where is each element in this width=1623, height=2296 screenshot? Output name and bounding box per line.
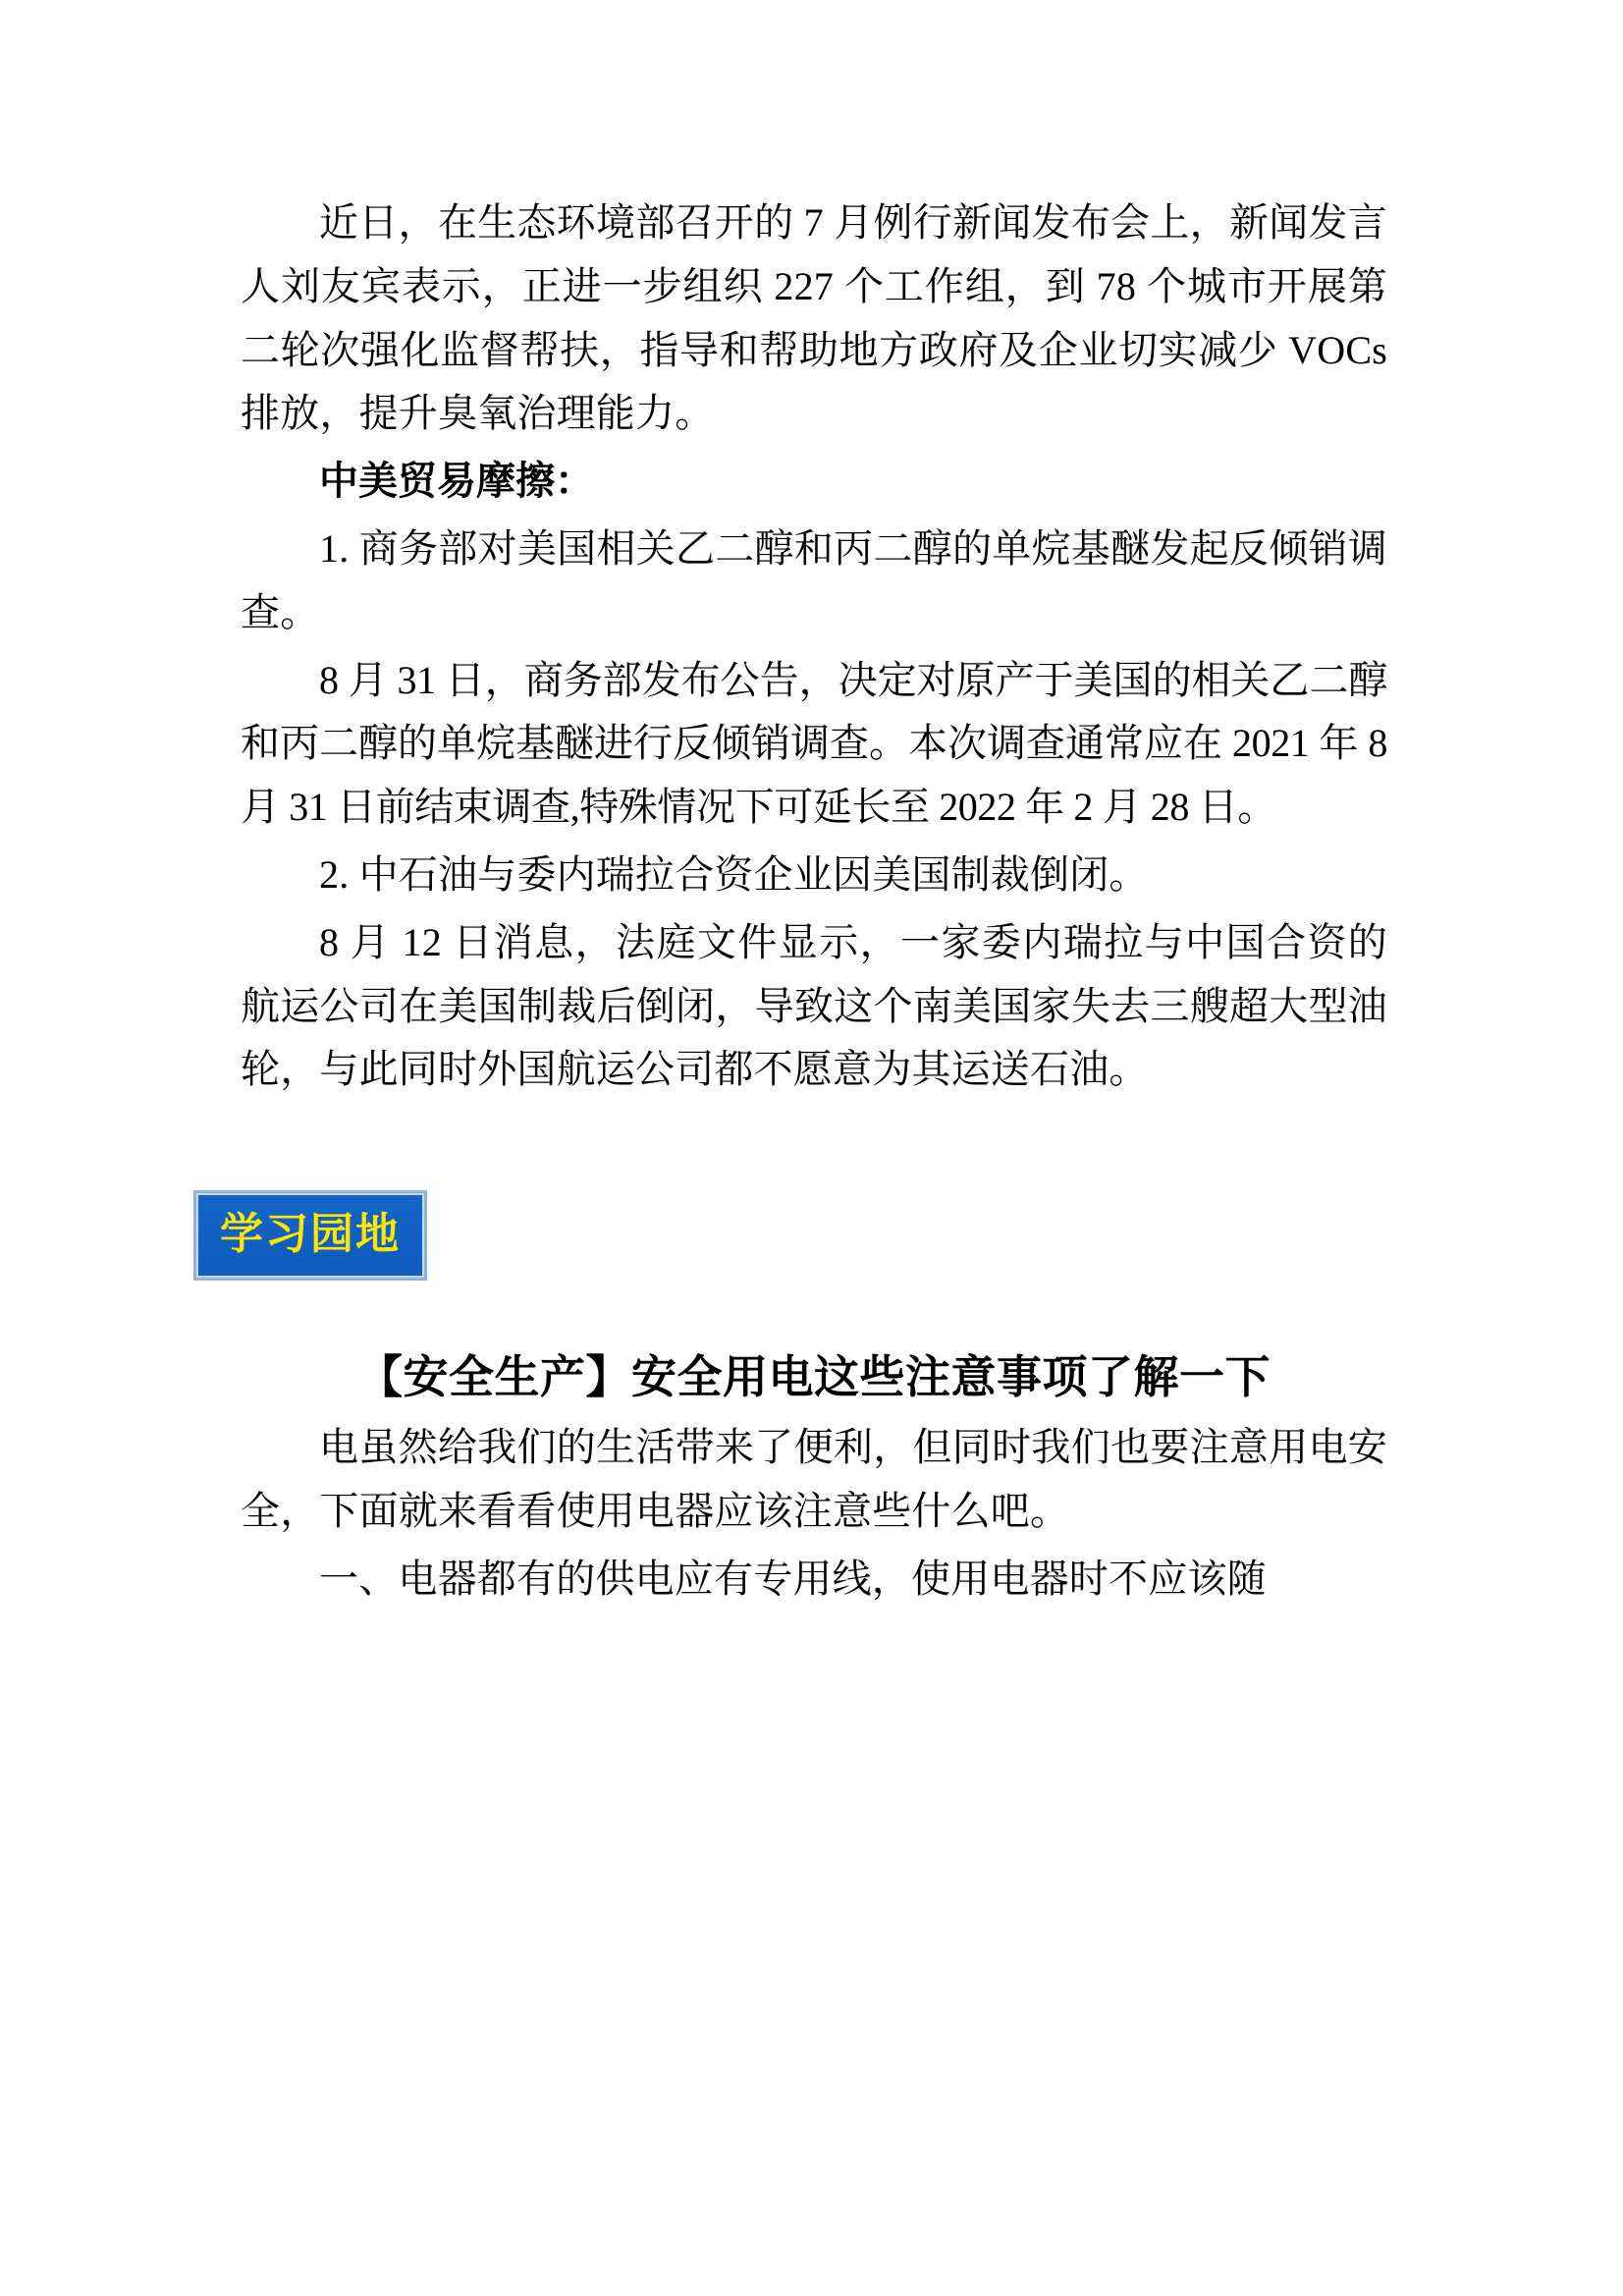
section-spacer (241, 1106, 1387, 1190)
paragraph-item-1: 1. 商务部对美国相关乙二醇和丙二醇的单烷基醚发起反倾销调查。 (241, 525, 1387, 634)
paragraph-safety-intro: 电虽然给我们的生活带来了便利，但同时我们也要注意用电安全，下面就来看看使用电器应该注意些什么吧。 (241, 1425, 1387, 1533)
study-garden-badge: 学习园地 (193, 1190, 427, 1281)
paragraph-item-1-body: 8 月 31 日，商务部发布公告，决定对原产于美国的相关乙二醇和丙二醇的单烷基醚进行反倾销调查。本次调查通常应在 2021 年 8 月 31 日前结束调查,特殊情况下可延长至 2022 年 2 月 28 日。 (241, 657, 1387, 830)
paragraph-safety-item-1: 一、电器都有的供电应有专用线，使用电器时不应该随 (319, 1556, 1267, 1601)
section-title-safety: 【安全生产】安全用电这些注意事项了解一下 (357, 1352, 1271, 1403)
paragraph-item-2: 2. 中石油与委内瑞拉合资企业因美国制裁倒闭。 (319, 851, 1149, 897)
paragraph-vocs-news: 近日，在生态环境部召开的 7 月例行新闻发布会上，新闻发言人刘友宾表示，正进一步组织 227 个工作组，到 78 个城市开展第二轮次强化监督帮扶，指导和帮助地方政府及企业切实减少 VOCs 排放，提升臭氧治理能力。 (241, 200, 1387, 436)
paragraph-item-2-body: 8 月 12 日消息，法庭文件显示，一家委内瑞拉与中国合资的航运公司在美国制裁后倒闭，导致这个南美国家失去三艘超大型油轮，与此同时外国航运公司都不愿意为其运送石油。 (241, 919, 1387, 1092)
heading-trade-friction: 中美贸易摩擦： (319, 459, 594, 504)
study-garden-badge-row (193, 1190, 1387, 1281)
